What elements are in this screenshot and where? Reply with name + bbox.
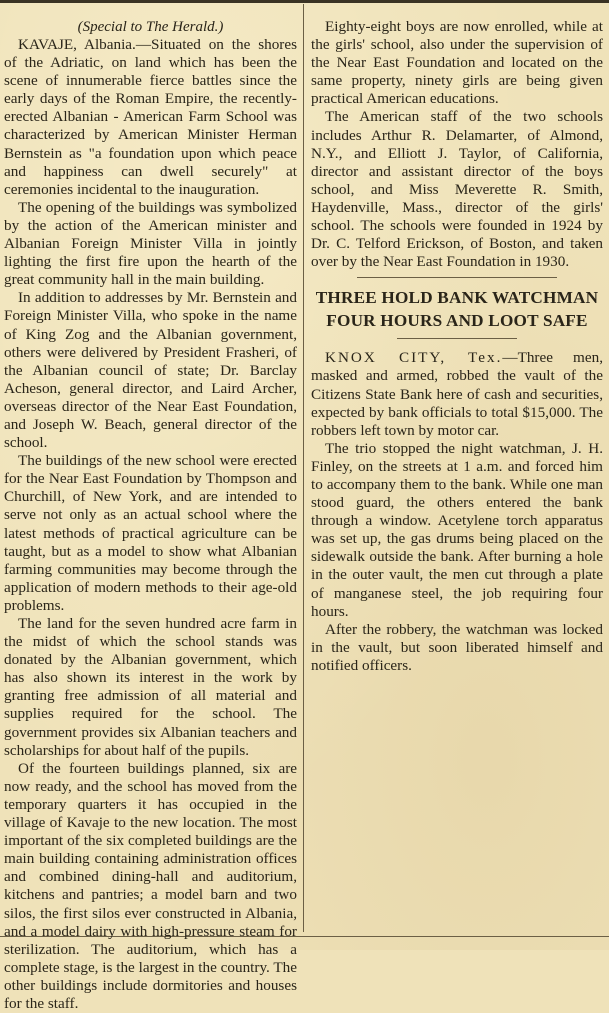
headline-line-1: THREE HOLD BANK WATCHMAN (315, 288, 599, 308)
article-paragraph (4, 36, 297, 199)
top-rule (0, 0, 609, 3)
article-byline: (Special to The Herald.) (77, 19, 224, 35)
article-paragraph: The American staff of the two schools includes Arthur R. Delamarter, of Almond, N.Y., and Elliott J. Taylor, of California, director and assistant director of the boys school, and Miss Meverette R. Smith, Haydenville, Mass., director of the girls' school. The schools were founded in 1924 by Dr. C. Telford Erickson, of Boston, and taken over by the Near East Foundation in 1930. (311, 108, 603, 271)
article-paragraph-text: —Situated on the shores of the Adriatic, on land which has been the scene of innumerable fierce battles since the early days of the Roman Empire, the recently-erected Albanian - American Farm School was characterized by American Minister Herman Bernstein as "a foundation upon which peace and happiness can dwell securely" at ceremonies incidental to the inauguration. (4, 36, 297, 198)
headline-line-2: FOUR HOURS AND LOOT SAFE (326, 311, 588, 331)
article-paragraph: The buildings of the new school were erected for the Near East Foundation by Thompson and Churchill, of New York, and are intended to serve not only as an actual school where the latest methods of practical agriculture can be taught, but as a model to show what Albanian farming communities may become through the application of modern methods to their age-old problems. (4, 452, 297, 614)
article-paragraph: The trio stopped the night watchman, J. H. Finley, on the streets at 1 a.m. and forced him to accompany them to the bank. While one man stood guard, the others entered the bank through a window. Acetylene torch apparatus was set up, the gas drums being placed on the sidewalk outside the bank. After burning a hole in the outer vault, the men cut through a plate of manganese steel, the job requiring four hours. (311, 439, 603, 620)
article-separator (357, 277, 557, 278)
article-paragraph: The opening of the buildings was symbolized by the action of the American minister and Albanian Foreign Minister Villa in jointly lighting the first fire upon the hearth of the great community hall in the main building. (4, 198, 297, 289)
article-paragraph: Of the fourteen buildings planned, six are now ready, and the school has moved from the temporary quarters it has occupied in the village of Kavaje to the new location. The most important of the six completed buildings are the main building containing administration offices and combined dining-hall and auditorium, kitchens and pantries; a model barn and two silos, the first silos ever constructed in Albania, and a model dairy with high-pressure steam for sterilization. The auditorium, which has a complete stage, is the largest in the country. The other buildings include dormitories and houses for the staff. (4, 759, 297, 1012)
column-divider (303, 4, 304, 932)
left-column (4, 18, 297, 1012)
article-dateline: KAVAJE, Albania. (18, 36, 136, 53)
headline-rule (397, 338, 517, 339)
article-paragraph-text: —Three men, masked and armed, robbed the vault of the Citizens State Bank here of cash and securities, expected by bank officials to total $15,000. The robbers left town by motor car. (311, 349, 603, 439)
article-dateline: KNOX CITY, Tex. (325, 349, 503, 367)
article-paragraph: Eighty-eight boys are now enrolled, while at the girls' school, also under the supervision of the Near East Foundation and located on the same property, ninety girls are being given practical American educations. (311, 18, 603, 108)
article-paragraph (311, 349, 603, 439)
article-paragraph: In addition to addresses by Mr. Bernstein and Foreign Minister Villa, who spoke in the name of King Zog and the Albanian government, others were delivered by President Frasheri, of the Albanian council of state; Dr. Barclay Acheson, general director, and Laird Archer, overseas director of the Near East Foundation, and Joseph W. Beach, general director of the school. (4, 289, 297, 452)
article-paragraph: The land for the seven hundred acre farm in the midst of which the school stands was donated by the Albanian government, which has also shown its interest in the work by granting free admission of all material and supplies required for the school. The government provides six Albanian teachers and scholarships for about half of the pupils. (4, 615, 297, 759)
right-column (311, 18, 603, 934)
article-paragraph: After the robbery, the watchman was locked in the vault, but soon liberated himself and notified officers. (311, 620, 603, 674)
